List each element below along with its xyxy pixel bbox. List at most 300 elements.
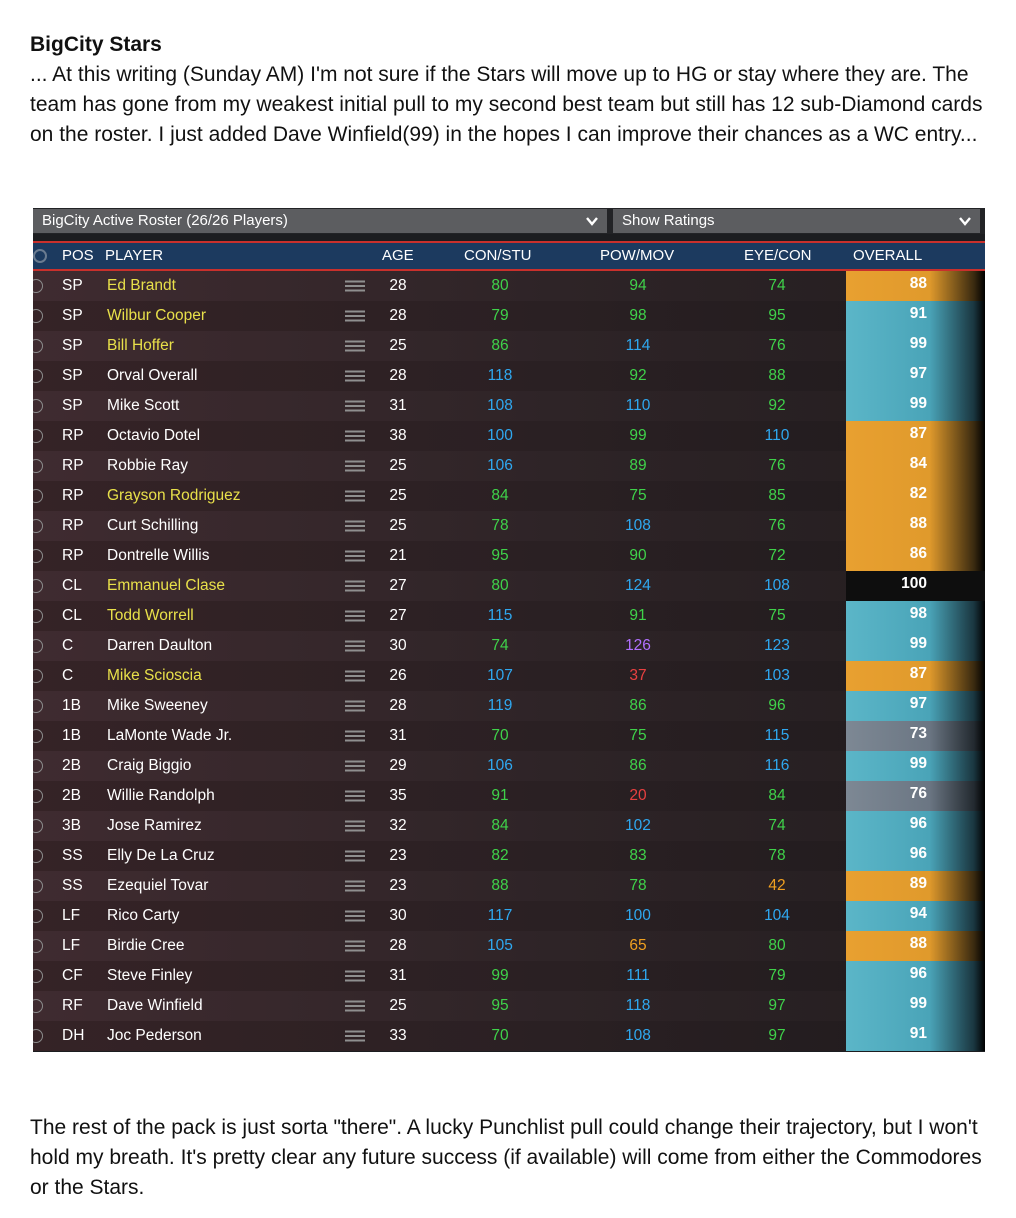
row-radio[interactable] bbox=[33, 579, 43, 593]
pow-cell: 90 bbox=[629, 547, 647, 564]
table-row[interactable] bbox=[33, 271, 985, 301]
table-row[interactable] bbox=[33, 361, 985, 391]
age-cell: 23 bbox=[389, 877, 407, 894]
row-menu-icon[interactable] bbox=[345, 910, 365, 922]
pow-cell: 114 bbox=[625, 337, 651, 354]
player-name[interactable]: Darren Daulton bbox=[107, 637, 213, 654]
eye-cell: 103 bbox=[764, 667, 790, 684]
eye-cell: 110 bbox=[764, 427, 790, 444]
age-cell: 38 bbox=[389, 427, 407, 444]
col-con-stu[interactable]: CON/STU bbox=[464, 247, 532, 264]
con-cell: 78 bbox=[491, 517, 509, 534]
age-cell: 27 bbox=[389, 577, 407, 594]
eye-cell: 97 bbox=[768, 997, 786, 1014]
overall-cell bbox=[846, 991, 985, 1021]
age-cell: 23 bbox=[389, 847, 407, 864]
con-cell: 70 bbox=[491, 727, 509, 744]
overall-value: 99 bbox=[909, 635, 927, 652]
con-cell: 107 bbox=[487, 667, 513, 684]
overall-cell bbox=[846, 1021, 985, 1051]
overall-value: 96 bbox=[909, 965, 927, 982]
overall-value: 91 bbox=[909, 1025, 927, 1042]
overall-cell bbox=[846, 571, 985, 601]
player-name[interactable]: Octavio Dotel bbox=[107, 427, 201, 444]
overall-value: 87 bbox=[909, 425, 927, 442]
table-row[interactable] bbox=[33, 481, 985, 511]
con-cell: 108 bbox=[487, 397, 513, 414]
pos-cell: SS bbox=[62, 877, 83, 894]
row-menu-icon[interactable] bbox=[345, 280, 365, 292]
row-menu-icon[interactable] bbox=[345, 820, 365, 832]
player-name[interactable]: Wilbur Cooper bbox=[107, 307, 207, 324]
overall-value: 96 bbox=[909, 815, 927, 832]
pow-cell: 75 bbox=[629, 487, 647, 504]
row-radio[interactable] bbox=[33, 669, 43, 683]
age-cell: 25 bbox=[389, 457, 407, 474]
row-menu-icon[interactable] bbox=[345, 700, 365, 712]
overall-value: 99 bbox=[909, 755, 927, 772]
row-menu-icon[interactable] bbox=[345, 340, 365, 352]
row-radio[interactable] bbox=[33, 339, 43, 353]
table-row[interactable] bbox=[33, 871, 985, 901]
age-cell: 25 bbox=[389, 337, 407, 354]
row-radio[interactable] bbox=[33, 279, 43, 293]
player-name[interactable]: Steve Finley bbox=[107, 967, 193, 984]
overall-cell bbox=[846, 781, 985, 811]
age-cell: 21 bbox=[389, 547, 407, 564]
player-name[interactable]: Craig Biggio bbox=[107, 757, 192, 774]
eye-cell: 116 bbox=[764, 757, 790, 774]
eye-cell: 80 bbox=[768, 937, 786, 954]
pow-cell: 89 bbox=[629, 457, 647, 474]
player-name[interactable]: Dave Winfield bbox=[107, 997, 203, 1014]
row-radio[interactable] bbox=[33, 819, 43, 833]
pow-cell: 98 bbox=[629, 307, 647, 324]
pos-cell: C bbox=[62, 667, 74, 684]
row-menu-icon[interactable] bbox=[345, 880, 365, 892]
player-name[interactable]: Mike Scioscia bbox=[107, 667, 202, 684]
pos-cell: LF bbox=[62, 937, 81, 954]
overall-value: 97 bbox=[909, 695, 927, 712]
overall-cell bbox=[846, 901, 985, 931]
player-name[interactable]: Birdie Cree bbox=[107, 937, 185, 954]
overall-value: 91 bbox=[909, 305, 927, 322]
row-menu-icon[interactable] bbox=[345, 850, 365, 862]
player-name[interactable]: Todd Worrell bbox=[107, 607, 194, 624]
eye-cell: 92 bbox=[768, 397, 786, 414]
row-menu-icon[interactable] bbox=[345, 520, 365, 532]
roster-rows bbox=[33, 271, 985, 1051]
con-cell: 106 bbox=[487, 457, 513, 474]
pos-cell: 1B bbox=[62, 697, 81, 714]
overall-value: 88 bbox=[909, 935, 927, 952]
con-cell: 91 bbox=[491, 787, 509, 804]
player-name[interactable]: LaMonte Wade Jr. bbox=[107, 727, 233, 744]
con-cell: 88 bbox=[491, 877, 509, 894]
row-radio[interactable] bbox=[33, 999, 43, 1013]
overall-value: 96 bbox=[909, 845, 927, 862]
row-radio[interactable] bbox=[33, 399, 43, 413]
pow-cell: 111 bbox=[626, 967, 650, 984]
pos-cell: RP bbox=[62, 457, 84, 474]
row-menu-icon[interactable] bbox=[345, 1000, 365, 1012]
age-cell: 28 bbox=[389, 697, 407, 714]
pos-cell: SP bbox=[62, 307, 83, 324]
roster-dropdown[interactable] bbox=[33, 209, 607, 233]
col-eye-con[interactable]: EYE/CON bbox=[744, 247, 812, 264]
pos-cell: 2B bbox=[62, 757, 81, 774]
row-radio[interactable] bbox=[33, 369, 43, 383]
age-cell: 26 bbox=[389, 667, 407, 684]
pos-cell: 2B bbox=[62, 787, 81, 804]
outro-paragraph: The rest of the pack is just sorta "there". A lucky Punchlist pull could change their trajectory, but I won't hold my breath. It's pretty clear any future success (if available) will come from either the Commodores or the Stars. bbox=[30, 1116, 982, 1199]
row-radio[interactable] bbox=[33, 939, 43, 953]
table-row[interactable] bbox=[33, 391, 985, 421]
row-radio[interactable] bbox=[33, 639, 43, 653]
table-row[interactable] bbox=[33, 751, 985, 781]
roster-panel bbox=[33, 208, 985, 1052]
pos-cell: SP bbox=[62, 277, 83, 294]
table-header bbox=[33, 241, 985, 271]
con-cell: 119 bbox=[487, 697, 513, 714]
overall-value: 97 bbox=[909, 365, 927, 382]
con-cell: 84 bbox=[491, 817, 509, 834]
intro-text bbox=[30, 30, 990, 150]
eye-cell: 74 bbox=[768, 817, 786, 834]
pos-cell: SS bbox=[62, 847, 83, 864]
overall-value: 84 bbox=[909, 455, 927, 472]
con-cell: 100 bbox=[487, 427, 513, 444]
pos-cell: 1B bbox=[62, 727, 81, 744]
player-name[interactable]: Emmanuel Clase bbox=[107, 577, 226, 594]
eye-cell: 88 bbox=[768, 367, 786, 384]
pos-cell: SP bbox=[62, 367, 83, 384]
overall-cell bbox=[846, 721, 985, 751]
player-name[interactable]: Bill Hoffer bbox=[107, 337, 174, 354]
pos-cell: 3B bbox=[62, 817, 81, 834]
overall-value: 86 bbox=[909, 545, 927, 562]
con-cell: 80 bbox=[491, 277, 509, 294]
con-cell: 105 bbox=[487, 937, 513, 954]
row-menu-icon[interactable] bbox=[345, 940, 365, 952]
age-cell: 33 bbox=[389, 1027, 407, 1044]
table-row[interactable] bbox=[33, 301, 985, 331]
table-row[interactable] bbox=[33, 421, 985, 451]
pow-cell: 100 bbox=[625, 907, 651, 924]
age-cell: 32 bbox=[389, 817, 407, 834]
overall-value: 82 bbox=[909, 485, 927, 502]
age-cell: 30 bbox=[389, 637, 407, 654]
row-radio[interactable] bbox=[33, 1029, 43, 1043]
table-row[interactable] bbox=[33, 781, 985, 811]
age-cell: 35 bbox=[389, 787, 407, 804]
eye-cell: 104 bbox=[764, 907, 790, 924]
pow-cell: 118 bbox=[625, 997, 651, 1014]
table-row[interactable] bbox=[33, 331, 985, 361]
overall-value: 98 bbox=[909, 605, 927, 622]
row-menu-icon[interactable] bbox=[345, 490, 365, 502]
table-row[interactable] bbox=[33, 511, 985, 541]
player-name[interactable]: Curt Schilling bbox=[107, 517, 199, 534]
eye-cell: 95 bbox=[768, 307, 786, 324]
age-cell: 30 bbox=[389, 907, 407, 924]
player-name[interactable]: Jose Ramirez bbox=[107, 817, 202, 834]
age-cell: 28 bbox=[389, 367, 407, 384]
pow-cell: 108 bbox=[625, 517, 651, 534]
pow-cell: 108 bbox=[625, 1027, 651, 1044]
overall-cell bbox=[846, 751, 985, 781]
player-name[interactable]: Ed Brandt bbox=[107, 277, 176, 294]
row-menu-icon[interactable] bbox=[345, 790, 365, 802]
row-menu-icon[interactable] bbox=[345, 580, 365, 592]
con-cell: 79 bbox=[491, 307, 509, 324]
col-player[interactable]: PLAYER bbox=[105, 247, 164, 264]
eye-cell: 76 bbox=[768, 337, 786, 354]
con-cell: 95 bbox=[491, 997, 509, 1014]
player-name[interactable]: Joc Pederson bbox=[107, 1027, 202, 1044]
row-radio[interactable] bbox=[33, 759, 43, 773]
table-row[interactable] bbox=[33, 991, 985, 1021]
table-row[interactable] bbox=[33, 1021, 985, 1051]
con-cell: 117 bbox=[487, 907, 513, 924]
overall-cell bbox=[846, 961, 985, 991]
table-row[interactable] bbox=[33, 721, 985, 751]
row-menu-icon[interactable] bbox=[345, 970, 365, 982]
player-name[interactable]: Willie Randolph bbox=[107, 787, 215, 804]
chevron-down-icon bbox=[585, 214, 599, 228]
overall-cell bbox=[846, 841, 985, 871]
age-cell: 28 bbox=[389, 277, 407, 294]
row-menu-icon[interactable] bbox=[345, 730, 365, 742]
col-pos[interactable]: POS bbox=[62, 247, 94, 264]
table-row[interactable] bbox=[33, 811, 985, 841]
row-radio[interactable] bbox=[33, 969, 43, 983]
table-row[interactable] bbox=[33, 931, 985, 961]
col-pow-mov[interactable]: POW/MOV bbox=[600, 247, 675, 264]
pos-cell: C bbox=[62, 637, 74, 654]
table-row[interactable] bbox=[33, 841, 985, 871]
overall-cell bbox=[846, 541, 985, 571]
age-cell: 28 bbox=[389, 307, 407, 324]
age-cell: 27 bbox=[389, 607, 407, 624]
pos-cell: RP bbox=[62, 547, 84, 564]
row-radio[interactable] bbox=[33, 849, 43, 863]
table-row[interactable] bbox=[33, 631, 985, 661]
pow-cell: 86 bbox=[629, 697, 647, 714]
pos-cell: RP bbox=[62, 427, 84, 444]
con-cell: 86 bbox=[491, 337, 509, 354]
con-cell: 115 bbox=[487, 607, 513, 624]
overall-cell bbox=[846, 421, 985, 451]
overall-value: 89 bbox=[909, 875, 927, 892]
age-cell: 29 bbox=[389, 757, 407, 774]
overall-cell bbox=[846, 811, 985, 841]
pow-cell: 78 bbox=[629, 877, 647, 894]
row-radio[interactable] bbox=[33, 609, 43, 623]
overall-cell bbox=[846, 451, 985, 481]
pow-cell: 65 bbox=[629, 937, 647, 954]
pow-cell: 124 bbox=[625, 577, 651, 594]
table-row[interactable] bbox=[33, 451, 985, 481]
table-row[interactable] bbox=[33, 571, 985, 601]
intro-paragraph: ... At this writing (Sunday AM) I'm not sure if the Stars will move up to HG or stay where they are. The team has gone from my weakest initial pull to my second best team but still has 12 sub-Diamond cards on the roster. I just added Dave Winfield(99) in the hopes I can improve their chances as a WC entry... bbox=[30, 63, 983, 146]
overall-cell bbox=[846, 391, 985, 421]
overall-cell bbox=[846, 511, 985, 541]
pos-cell: LF bbox=[62, 907, 81, 924]
eye-cell: 75 bbox=[768, 607, 786, 624]
row-menu-icon[interactable] bbox=[345, 1030, 365, 1042]
row-menu-icon[interactable] bbox=[345, 610, 365, 622]
row-radio[interactable] bbox=[33, 549, 43, 563]
overall-value: 100 bbox=[901, 575, 927, 592]
row-radio[interactable] bbox=[33, 429, 43, 443]
pow-cell: 126 bbox=[625, 637, 651, 654]
overall-value: 99 bbox=[909, 335, 927, 352]
row-radio[interactable] bbox=[33, 879, 43, 893]
select-all-radio[interactable] bbox=[33, 249, 47, 263]
player-name[interactable]: Elly De La Cruz bbox=[107, 847, 215, 864]
pow-cell: 75 bbox=[629, 727, 647, 744]
dropdown-bar bbox=[33, 208, 985, 234]
eye-cell: 115 bbox=[764, 727, 790, 744]
row-radio[interactable] bbox=[33, 909, 43, 923]
overall-value: 87 bbox=[909, 665, 927, 682]
player-name[interactable]: Orval Overall bbox=[107, 367, 198, 384]
overall-cell bbox=[846, 631, 985, 661]
player-name[interactable]: Grayson Rodriguez bbox=[107, 487, 241, 504]
view-dropdown[interactable] bbox=[613, 209, 980, 233]
pos-cell: RF bbox=[62, 997, 83, 1014]
eye-cell: 123 bbox=[764, 637, 790, 654]
row-radio[interactable] bbox=[33, 519, 43, 533]
overall-value: 88 bbox=[909, 515, 927, 532]
pos-cell: SP bbox=[62, 397, 83, 414]
row-menu-icon[interactable] bbox=[345, 430, 365, 442]
eye-cell: 85 bbox=[768, 487, 786, 504]
eye-cell: 84 bbox=[768, 787, 786, 804]
player-name[interactable]: Rico Carty bbox=[107, 907, 180, 924]
pos-cell: CF bbox=[62, 967, 83, 984]
overall-cell bbox=[846, 331, 985, 361]
eye-cell: 96 bbox=[768, 697, 786, 714]
player-name[interactable]: Dontrelle Willis bbox=[107, 547, 210, 564]
player-name[interactable]: Mike Scott bbox=[107, 397, 180, 414]
table-row[interactable] bbox=[33, 661, 985, 691]
row-radio[interactable] bbox=[33, 729, 43, 743]
overall-value: 94 bbox=[909, 905, 927, 922]
player-name[interactable]: Mike Sweeney bbox=[107, 697, 208, 714]
overall-value: 76 bbox=[909, 785, 927, 802]
con-cell: 82 bbox=[491, 847, 509, 864]
row-menu-icon[interactable] bbox=[345, 400, 365, 412]
col-age[interactable]: AGE bbox=[382, 247, 414, 264]
pow-cell: 99 bbox=[629, 427, 647, 444]
table-row[interactable] bbox=[33, 691, 985, 721]
age-cell: 31 bbox=[389, 727, 407, 744]
eye-cell: 97 bbox=[768, 1027, 786, 1044]
row-menu-icon[interactable] bbox=[345, 760, 365, 772]
eye-cell: 76 bbox=[768, 517, 786, 534]
con-cell: 84 bbox=[491, 487, 509, 504]
overall-cell bbox=[846, 361, 985, 391]
table-row[interactable] bbox=[33, 901, 985, 931]
con-cell: 80 bbox=[491, 577, 509, 594]
roster-dropdown-label: BigCity Active Roster (26/26 Players) bbox=[42, 212, 288, 229]
eye-cell: 72 bbox=[768, 547, 786, 564]
pos-cell: RP bbox=[62, 517, 84, 534]
eye-cell: 76 bbox=[768, 457, 786, 474]
con-cell: 118 bbox=[487, 367, 513, 384]
row-menu-icon[interactable] bbox=[345, 670, 365, 682]
table-row[interactable] bbox=[33, 961, 985, 991]
age-cell: 31 bbox=[389, 967, 407, 984]
eye-cell: 74 bbox=[768, 277, 786, 294]
pos-cell: DH bbox=[62, 1027, 85, 1044]
row-radio[interactable] bbox=[33, 309, 43, 323]
age-cell: 31 bbox=[389, 397, 407, 414]
table-row[interactable] bbox=[33, 601, 985, 631]
con-cell: 106 bbox=[487, 757, 513, 774]
row-menu-icon[interactable] bbox=[345, 310, 365, 322]
row-radio[interactable] bbox=[33, 699, 43, 713]
row-radio[interactable] bbox=[33, 789, 43, 803]
con-cell: 99 bbox=[491, 967, 509, 984]
pow-cell: 94 bbox=[629, 277, 647, 294]
eye-cell: 79 bbox=[768, 967, 786, 984]
pow-cell: 91 bbox=[629, 607, 647, 624]
age-cell: 28 bbox=[389, 937, 407, 954]
pow-cell: 110 bbox=[625, 397, 651, 414]
pow-cell: 102 bbox=[625, 817, 651, 834]
pos-cell: CL bbox=[62, 577, 82, 594]
overall-value: 88 bbox=[909, 275, 927, 292]
pow-cell: 20 bbox=[629, 787, 647, 804]
overall-cell bbox=[846, 271, 985, 301]
overall-value: 73 bbox=[909, 725, 927, 742]
eye-cell: 108 bbox=[764, 577, 790, 594]
col-overall[interactable]: OVERALL bbox=[853, 247, 923, 264]
player-name[interactable]: Robbie Ray bbox=[107, 457, 188, 474]
row-menu-icon[interactable] bbox=[345, 550, 365, 562]
pos-cell: RP bbox=[62, 487, 84, 504]
overall-cell bbox=[846, 601, 985, 631]
row-radio[interactable] bbox=[33, 489, 43, 503]
player-name[interactable]: Ezequiel Tovar bbox=[107, 877, 209, 894]
row-radio[interactable] bbox=[33, 459, 43, 473]
overall-cell bbox=[846, 691, 985, 721]
row-menu-icon[interactable] bbox=[345, 640, 365, 652]
eye-cell: 78 bbox=[768, 847, 786, 864]
con-cell: 95 bbox=[491, 547, 509, 564]
age-cell: 25 bbox=[389, 517, 407, 534]
pow-cell: 86 bbox=[629, 757, 647, 774]
row-menu-icon[interactable] bbox=[345, 460, 365, 472]
age-cell: 25 bbox=[389, 487, 407, 504]
table-row[interactable] bbox=[33, 541, 985, 571]
row-menu-icon[interactable] bbox=[345, 370, 365, 382]
view-dropdown-label: Show Ratings bbox=[622, 212, 715, 229]
pos-cell: CL bbox=[62, 607, 82, 624]
overall-cell bbox=[846, 931, 985, 961]
post-title: BigCity Stars bbox=[30, 33, 162, 56]
overall-cell bbox=[846, 871, 985, 901]
overall-cell bbox=[846, 661, 985, 691]
overall-cell bbox=[846, 301, 985, 331]
pow-cell: 83 bbox=[629, 847, 647, 864]
overall-value: 99 bbox=[909, 995, 927, 1012]
pow-cell: 37 bbox=[629, 667, 647, 684]
overall-value: 99 bbox=[909, 395, 927, 412]
